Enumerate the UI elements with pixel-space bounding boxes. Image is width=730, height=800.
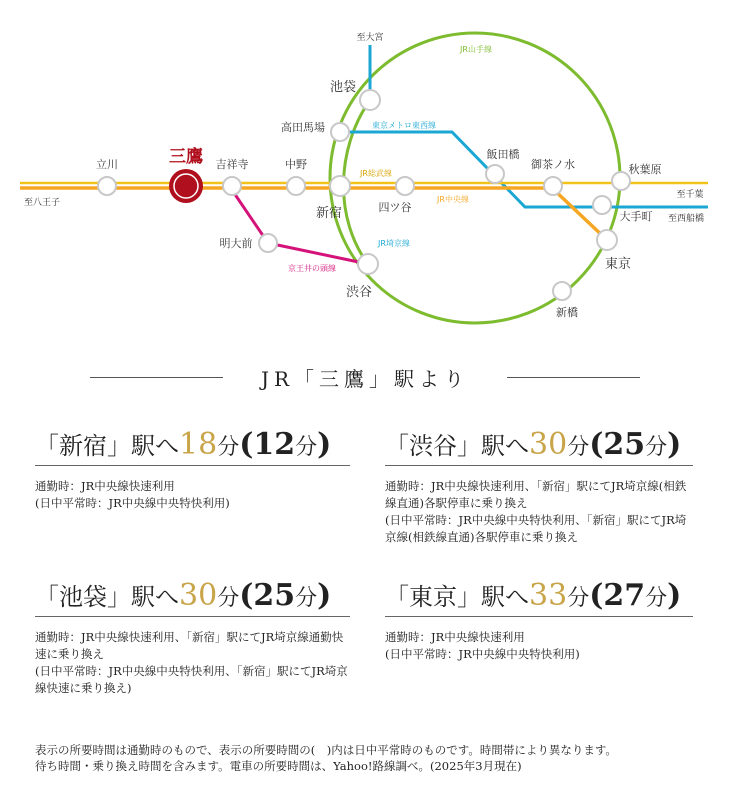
destination: 「池袋」駅へ — [35, 583, 179, 611]
label-meidaimae: 明大前 — [219, 237, 253, 250]
line-label-chuo: JR中央線 — [437, 195, 469, 204]
destination: 「新宿」駅へ — [35, 432, 179, 460]
commute-minutes: 30 — [529, 427, 568, 462]
line-label-yamanote: JR山手線 — [460, 45, 492, 54]
station-kichijoji[interactable] — [223, 177, 241, 195]
route-note — [35, 478, 350, 512]
label-shibuya: 渋谷 — [345, 285, 373, 300]
station-tokyo[interactable] — [597, 230, 617, 250]
minutes-unit: 分 — [217, 435, 240, 460]
label-otemachi: 大手町 — [619, 210, 653, 223]
dest-chiba: 至千葉 — [676, 190, 704, 200]
footnote — [35, 742, 617, 774]
label-kichijoji: 吉祥寺 — [215, 158, 249, 171]
access-title — [35, 576, 350, 617]
daytime-minutes: 27 — [603, 578, 646, 613]
label-takadanobaba: 高田馬場 — [281, 121, 325, 134]
access-ikebukuro — [35, 576, 350, 697]
station-akihabara[interactable] — [612, 172, 630, 190]
minutes-unit: 分 — [567, 586, 590, 611]
footnote-line-2: 待ち時間・乗り換え時間を含みます。電車の所要時間は、Yahoo!路線調べ。(2025年3月現在) — [35, 759, 522, 773]
access-tokyo — [385, 576, 693, 663]
label-mitaka: 三鷹 — [169, 147, 203, 167]
route-note — [385, 478, 693, 546]
commute-note: 通勤時：JR中央線快速利用 — [35, 479, 175, 493]
station-yotsuya[interactable] — [396, 177, 414, 195]
paren-open: ( — [239, 578, 254, 613]
daytime-note: (日中平常時：JR中央線中央特快利用) — [385, 647, 580, 661]
commute-minutes: 33 — [529, 578, 568, 613]
heading-rule-left — [90, 377, 223, 378]
minutes-unit: 分 — [295, 435, 318, 460]
label-ochanomizu: 御茶ノ水 — [531, 158, 575, 171]
destination: 「東京」駅へ — [385, 583, 529, 611]
station-iidabashi[interactable] — [486, 165, 504, 183]
station-tachikawa[interactable] — [98, 177, 116, 195]
commute-minutes: 30 — [179, 578, 218, 613]
route-note — [35, 629, 350, 697]
daytime-note: (日中平常時：JR中央線中央特快利用) — [35, 496, 230, 510]
commute-note: 通勤時：JR中央線快速利用 — [385, 630, 525, 644]
label-ikebukuro: 池袋 — [329, 80, 357, 95]
label-shinjuku: 新宿 — [315, 206, 343, 221]
route-note — [385, 629, 693, 663]
label-nakano: 中野 — [285, 158, 307, 171]
station-shibuya[interactable] — [358, 254, 378, 274]
line-label-sobu: JR総武線 — [360, 169, 392, 178]
paren-close: ) — [667, 427, 682, 462]
commute-note: 通勤時：JR中央線快速利用、「新宿」駅にてJR埼京線通勤快速に乗り換え — [35, 630, 344, 661]
dest-hachioji: 至八王子 — [23, 198, 61, 208]
paren-close: ) — [667, 578, 682, 613]
minutes-unit: 分 — [645, 435, 668, 460]
label-akihabara: 秋葉原 — [628, 163, 662, 176]
label-tokyo: 東京 — [604, 257, 632, 272]
daytime-minutes: 25 — [603, 427, 646, 462]
heading-text: JR「三鷹」駅より — [260, 366, 470, 391]
station-takadanobaba[interactable] — [331, 123, 349, 141]
label-yotsuya: 四ツ谷 — [378, 201, 412, 214]
station-ochanomizu[interactable] — [544, 177, 562, 195]
station-shinbashi[interactable] — [553, 282, 571, 300]
station-nakano[interactable] — [287, 177, 305, 195]
paren-close: ) — [317, 427, 332, 462]
daytime-minutes: 25 — [253, 578, 296, 613]
paren-close: ) — [317, 578, 332, 613]
access-shinjuku — [35, 425, 350, 512]
station-ikebukuro[interactable] — [360, 90, 380, 110]
dest-omiya: 至大宮 — [356, 33, 384, 43]
route-map — [0, 0, 730, 340]
access-title — [385, 576, 693, 617]
station-shinjuku[interactable] — [330, 176, 350, 196]
paren-open: ( — [589, 578, 604, 613]
dest-nishifunabashi: 至西船橋 — [667, 214, 705, 224]
access-title — [385, 425, 693, 466]
paren-open: ( — [239, 427, 254, 462]
destination: 「渋谷」駅へ — [385, 432, 529, 460]
daytime-note: (日中平常時：JR中央線中央特快利用、「新宿」駅にてJR埼京線快速に乗り換え) — [35, 664, 348, 695]
access-title — [35, 425, 350, 466]
daytime-minutes: 12 — [253, 427, 296, 462]
commute-note: 通勤時：JR中央線快速利用、「新宿」駅にてJR埼京線(相鉄線直通)各駅停車に乗り換え — [385, 479, 687, 510]
yamanote-line — [330, 33, 620, 323]
access-shibuya — [385, 425, 693, 546]
station-otemachi[interactable] — [593, 196, 611, 214]
line-label-saikyo: JR埼京線 — [378, 239, 410, 248]
station-meidaimae[interactable] — [259, 234, 277, 252]
daytime-note: (日中平常時：JR中央線中央特快利用、「新宿」駅にてJR埼京線(相鉄線直通)各駅停車に乗り換え — [385, 513, 687, 544]
label-shinbashi: 新橋 — [556, 306, 578, 319]
label-iidabashi: 飯田橋 — [486, 148, 520, 161]
minutes-unit: 分 — [567, 435, 590, 460]
line-label-tozai: 東京メトロ東西線 — [372, 121, 436, 130]
footnote-line-1: 表示の所要時間は通勤時のもので、表示の所要時間の( )内は日中平常時のものです。時間帯により異なります。 — [35, 743, 617, 757]
paren-open: ( — [589, 427, 604, 462]
minutes-unit: 分 — [645, 586, 668, 611]
label-tachikawa: 立川 — [96, 158, 118, 171]
commute-minutes: 18 — [179, 427, 218, 462]
inokashira-line — [232, 190, 368, 264]
heading-rule-right — [507, 377, 640, 378]
section-heading — [90, 362, 640, 392]
minutes-unit: 分 — [295, 586, 318, 611]
line-label-inokashira: 京王井の頭線 — [288, 264, 336, 273]
minutes-unit: 分 — [217, 586, 240, 611]
